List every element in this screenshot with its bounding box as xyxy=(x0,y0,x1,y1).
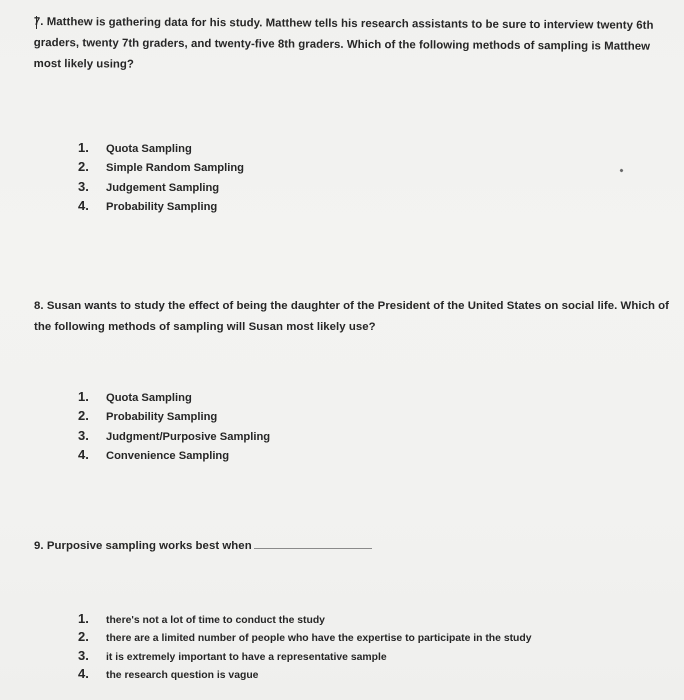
option-item xyxy=(78,629,532,647)
option-number: 4. xyxy=(78,666,89,682)
option-item xyxy=(78,389,270,408)
stray-mark xyxy=(619,168,623,172)
answer-blank[interactable] xyxy=(254,536,372,549)
question-8-options xyxy=(78,389,270,466)
option-item xyxy=(78,447,270,466)
option-item xyxy=(78,666,532,684)
option-label: there's not a lot of time to conduct the study xyxy=(106,615,325,626)
option-number: 2. xyxy=(78,629,89,645)
option-number: 1. xyxy=(78,140,89,155)
option-number: 1. xyxy=(78,611,89,626)
option-number: 1. xyxy=(78,389,89,404)
option-label: there are a limited number of people who have the expertise to participate in the study xyxy=(106,633,532,645)
option-number: 2. xyxy=(78,408,89,424)
option-label: Probability Sampling xyxy=(106,200,218,213)
option-number: 4. xyxy=(78,446,89,462)
option-label: Probability Sampling xyxy=(106,411,218,424)
question-9 xyxy=(34,536,634,557)
option-number: 2. xyxy=(78,159,89,175)
option-label: Judgment/Purposive Sampling xyxy=(106,430,271,443)
option-item xyxy=(78,428,270,447)
option-label: Quota Sampling xyxy=(106,143,192,155)
option-number: 4. xyxy=(78,197,89,213)
option-label: it is extremely important to have a representative sample xyxy=(106,651,387,663)
option-label: Judgement Sampling xyxy=(106,181,220,194)
question-7-text: 7. Matthew is gathering data for his study. Matthew tells his research assistants to be sure to interview twenty 6th graders, twenty 7th graders, and twenty-five 8th graders. Which of the following methods of sampling is Matthew most likely using? xyxy=(33,15,654,71)
option-item xyxy=(78,140,244,159)
option-label: Quota Sampling xyxy=(106,392,192,404)
question-7-options xyxy=(78,140,244,217)
question-8-text: 8. Susan wants to study the effect of being the daughter of the President of the United States on social life. Which of the following methods of sampling will Susan most likely use? xyxy=(34,300,670,333)
option-item xyxy=(78,179,244,198)
option-item xyxy=(78,159,244,178)
question-9-options xyxy=(78,611,532,685)
question-9-text: 9. Purposive sampling works best when xyxy=(34,540,252,552)
option-number: 3. xyxy=(78,427,89,443)
option-item xyxy=(78,611,532,629)
option-number: 3. xyxy=(78,647,89,663)
option-item xyxy=(78,198,244,217)
option-label: Simple Random Sampling xyxy=(106,162,244,175)
option-item xyxy=(78,648,532,666)
option-label: the research question is vague xyxy=(106,670,259,682)
option-item xyxy=(78,408,270,427)
option-number: 3. xyxy=(78,178,89,194)
option-label: Convenience Sampling xyxy=(106,449,230,462)
